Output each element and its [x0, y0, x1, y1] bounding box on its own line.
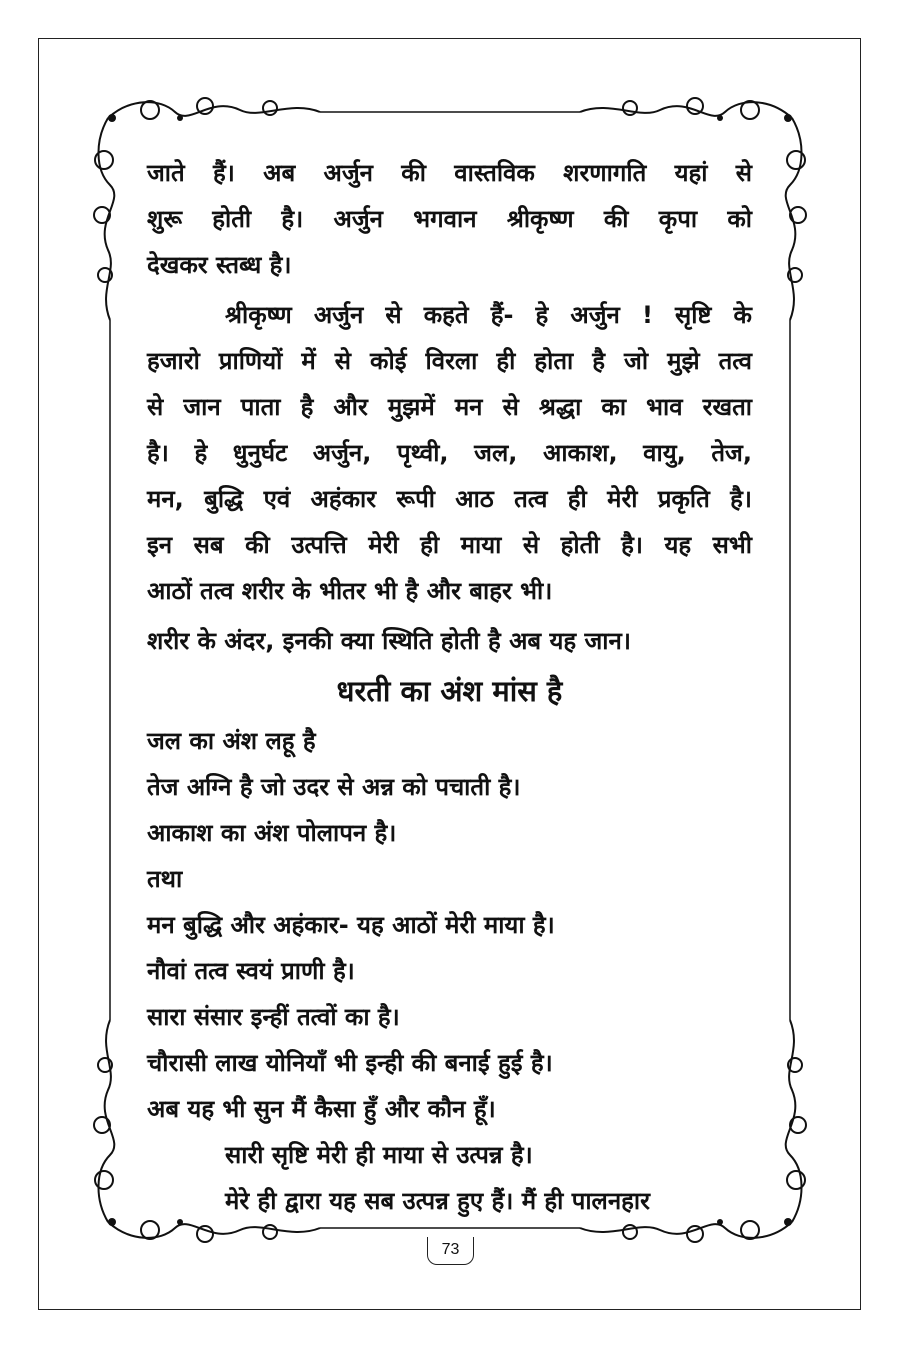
paragraph-line: हजारो प्राणियों में से कोई विरला ही होता है जो मुझे तत्व — [147, 347, 752, 375]
closing-line: सारी सृष्टि मेरी ही माया से उत्पन्न है। — [225, 1141, 533, 1169]
paragraph-line: श्रीकृष्ण अर्जुन से कहते हैं- हे अर्जुन ! सृष्टि के — [225, 301, 752, 329]
body-line: शरीर के अंदर, इनकी क्या स्थिति होती है अब यह जान। — [147, 627, 631, 655]
paragraph-line: आठों तत्व शरीर के भीतर भी है और बाहर भी। — [147, 577, 553, 605]
paragraph-line: से जान पाता है और मुझमें मन से श्रद्धा का भाव रखता — [147, 393, 752, 421]
list-item: जल का अंश लहू है — [147, 727, 316, 755]
list-item: तेज अग्नि है जो उदर से अन्न को पचाती है। — [147, 773, 521, 801]
list-item: आकाश का अंश पोलापन है। — [147, 819, 397, 847]
list-item: चौरासी लाख योनियाँ भी इन्ही की बनाई हुई है। — [147, 1049, 553, 1077]
paragraph-line: शुरू होती है। अर्जुन भगवान श्रीकृष्ण की कृपा को — [147, 205, 752, 233]
paragraph-line: है। हे धुनुर्घट अर्जुन, पृथ्वी, जल, आकाश, वायु, तेज, — [147, 439, 752, 467]
list-item: सारा संसार इन्हीं तत्वों का है। — [147, 1003, 400, 1031]
list-item: मन बुद्धि और अहंकार- यह आठों मेरी माया है। — [147, 911, 555, 939]
page-number: 73 — [427, 1237, 474, 1265]
list-item: अब यह भी सुन मैं कैसा हुँ और कौन हूँ। — [147, 1095, 496, 1123]
list-item: नौवां तत्व स्वयं प्राणी है। — [147, 957, 355, 985]
closing-line: मेरे ही द्वारा यह सब उत्पन्न हुए हैं। मैं ही पालनहार — [225, 1187, 650, 1215]
paragraph-line: इन सब की उत्पत्ति मेरी ही माया से होती है। यह सभी — [147, 531, 752, 559]
list-item: तथा — [147, 865, 183, 893]
paragraph-line: जाते हैं। अब अर्जुन की वास्तविक शरणागति यहां से — [147, 159, 752, 187]
paragraph-line: मन, बुद्धि एवं अहंकार रूपी आठ तत्व ही मेरी प्रकृति है। — [147, 485, 752, 513]
paragraph-line: देखकर स्तब्ध है। — [147, 251, 292, 279]
section-heading: धरती का अंश मांस है — [336, 674, 563, 708]
page-body — [147, 150, 752, 1224]
